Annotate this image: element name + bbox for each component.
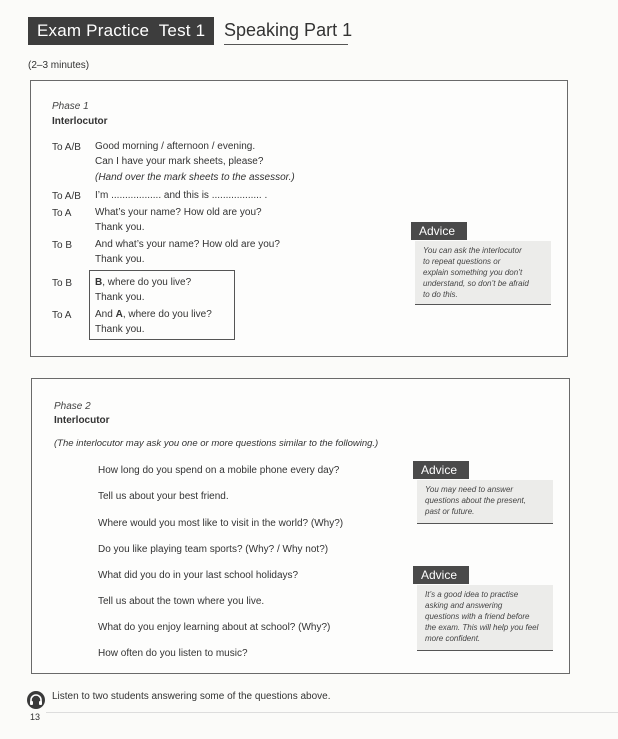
subtitle-underline: [224, 44, 348, 45]
track-number: 13: [30, 712, 41, 722]
script-line: Thank you.: [95, 254, 145, 265]
duration-text: (2–3 minutes): [28, 60, 90, 71]
speaker-label: To B: [52, 240, 73, 251]
question: Tell us about the town where you live.: [98, 596, 265, 607]
speaker-label: To A: [52, 208, 72, 219]
advice-text: It’s a good idea to practise asking and answering questions with a friend before the exam. This will help you feel more confident.: [417, 585, 553, 651]
listen-instruction: Listen to two students answering some of the questions above.: [52, 691, 331, 702]
script-line: Good morning / afternoon / evening.: [95, 141, 256, 152]
speaker-label: To A: [52, 310, 72, 321]
script-line: B, where do you live?: [95, 277, 192, 288]
question: Tell us about your best friend.: [98, 491, 229, 502]
part-title: Speaking Part 1: [224, 20, 353, 40]
advice-label: Advice: [413, 461, 469, 479]
script-line: Thank you.: [95, 222, 145, 233]
question: Where would you most like to visit in the world? (Why?): [98, 518, 344, 529]
phase2-instruction: (The interlocutor may ask you one or more questions similar to the following.): [54, 438, 379, 449]
question: What do you enjoy learning about at school? (Why?): [98, 622, 331, 633]
advice-text: You can ask the interlocutor to repeat questions or explain something you don’t understand, so don’t be afraid to do this.: [415, 241, 551, 305]
question: Do you like playing team sports? (Why? / Why not?): [98, 544, 329, 555]
script-line: And A, where do you live?: [95, 309, 212, 320]
question: How long do you spend on a mobile phone every day?: [98, 465, 340, 476]
headphones-icon[interactable]: [27, 691, 45, 709]
phase2-role: Interlocutor: [54, 415, 110, 426]
question: What did you do in your last school holidays?: [98, 570, 299, 581]
script-line: What’s your name? How old are you?: [95, 207, 262, 218]
advice-label: Advice: [413, 566, 469, 584]
stage-note: (Hand over the mark sheets to the assessor.): [95, 172, 295, 183]
question: How often do you listen to music?: [98, 648, 248, 659]
advice-label: Advice: [411, 222, 467, 240]
script-line: Can I have your mark sheets, please?: [95, 156, 264, 167]
script-line: I’m .................. and this is .................. .: [95, 190, 268, 201]
speaker-label: To B: [52, 278, 73, 289]
advice-text: You may need to answer questions about the present, past or future.: [417, 480, 553, 524]
phase1-role: Interlocutor: [52, 116, 108, 127]
test-title: Exam Practice Test 1: [28, 17, 214, 45]
phase2-label: Phase 2: [54, 401, 91, 412]
footer-divider: [46, 712, 618, 713]
script-line: And what’s your name? How old are you?: [95, 239, 280, 250]
script-line: Thank you.: [95, 324, 145, 335]
speaker-label: To A/B: [52, 191, 81, 202]
script-line: Thank you.: [95, 292, 145, 303]
speaker-label: To A/B: [52, 142, 81, 153]
phase1-label: Phase 1: [52, 101, 89, 112]
